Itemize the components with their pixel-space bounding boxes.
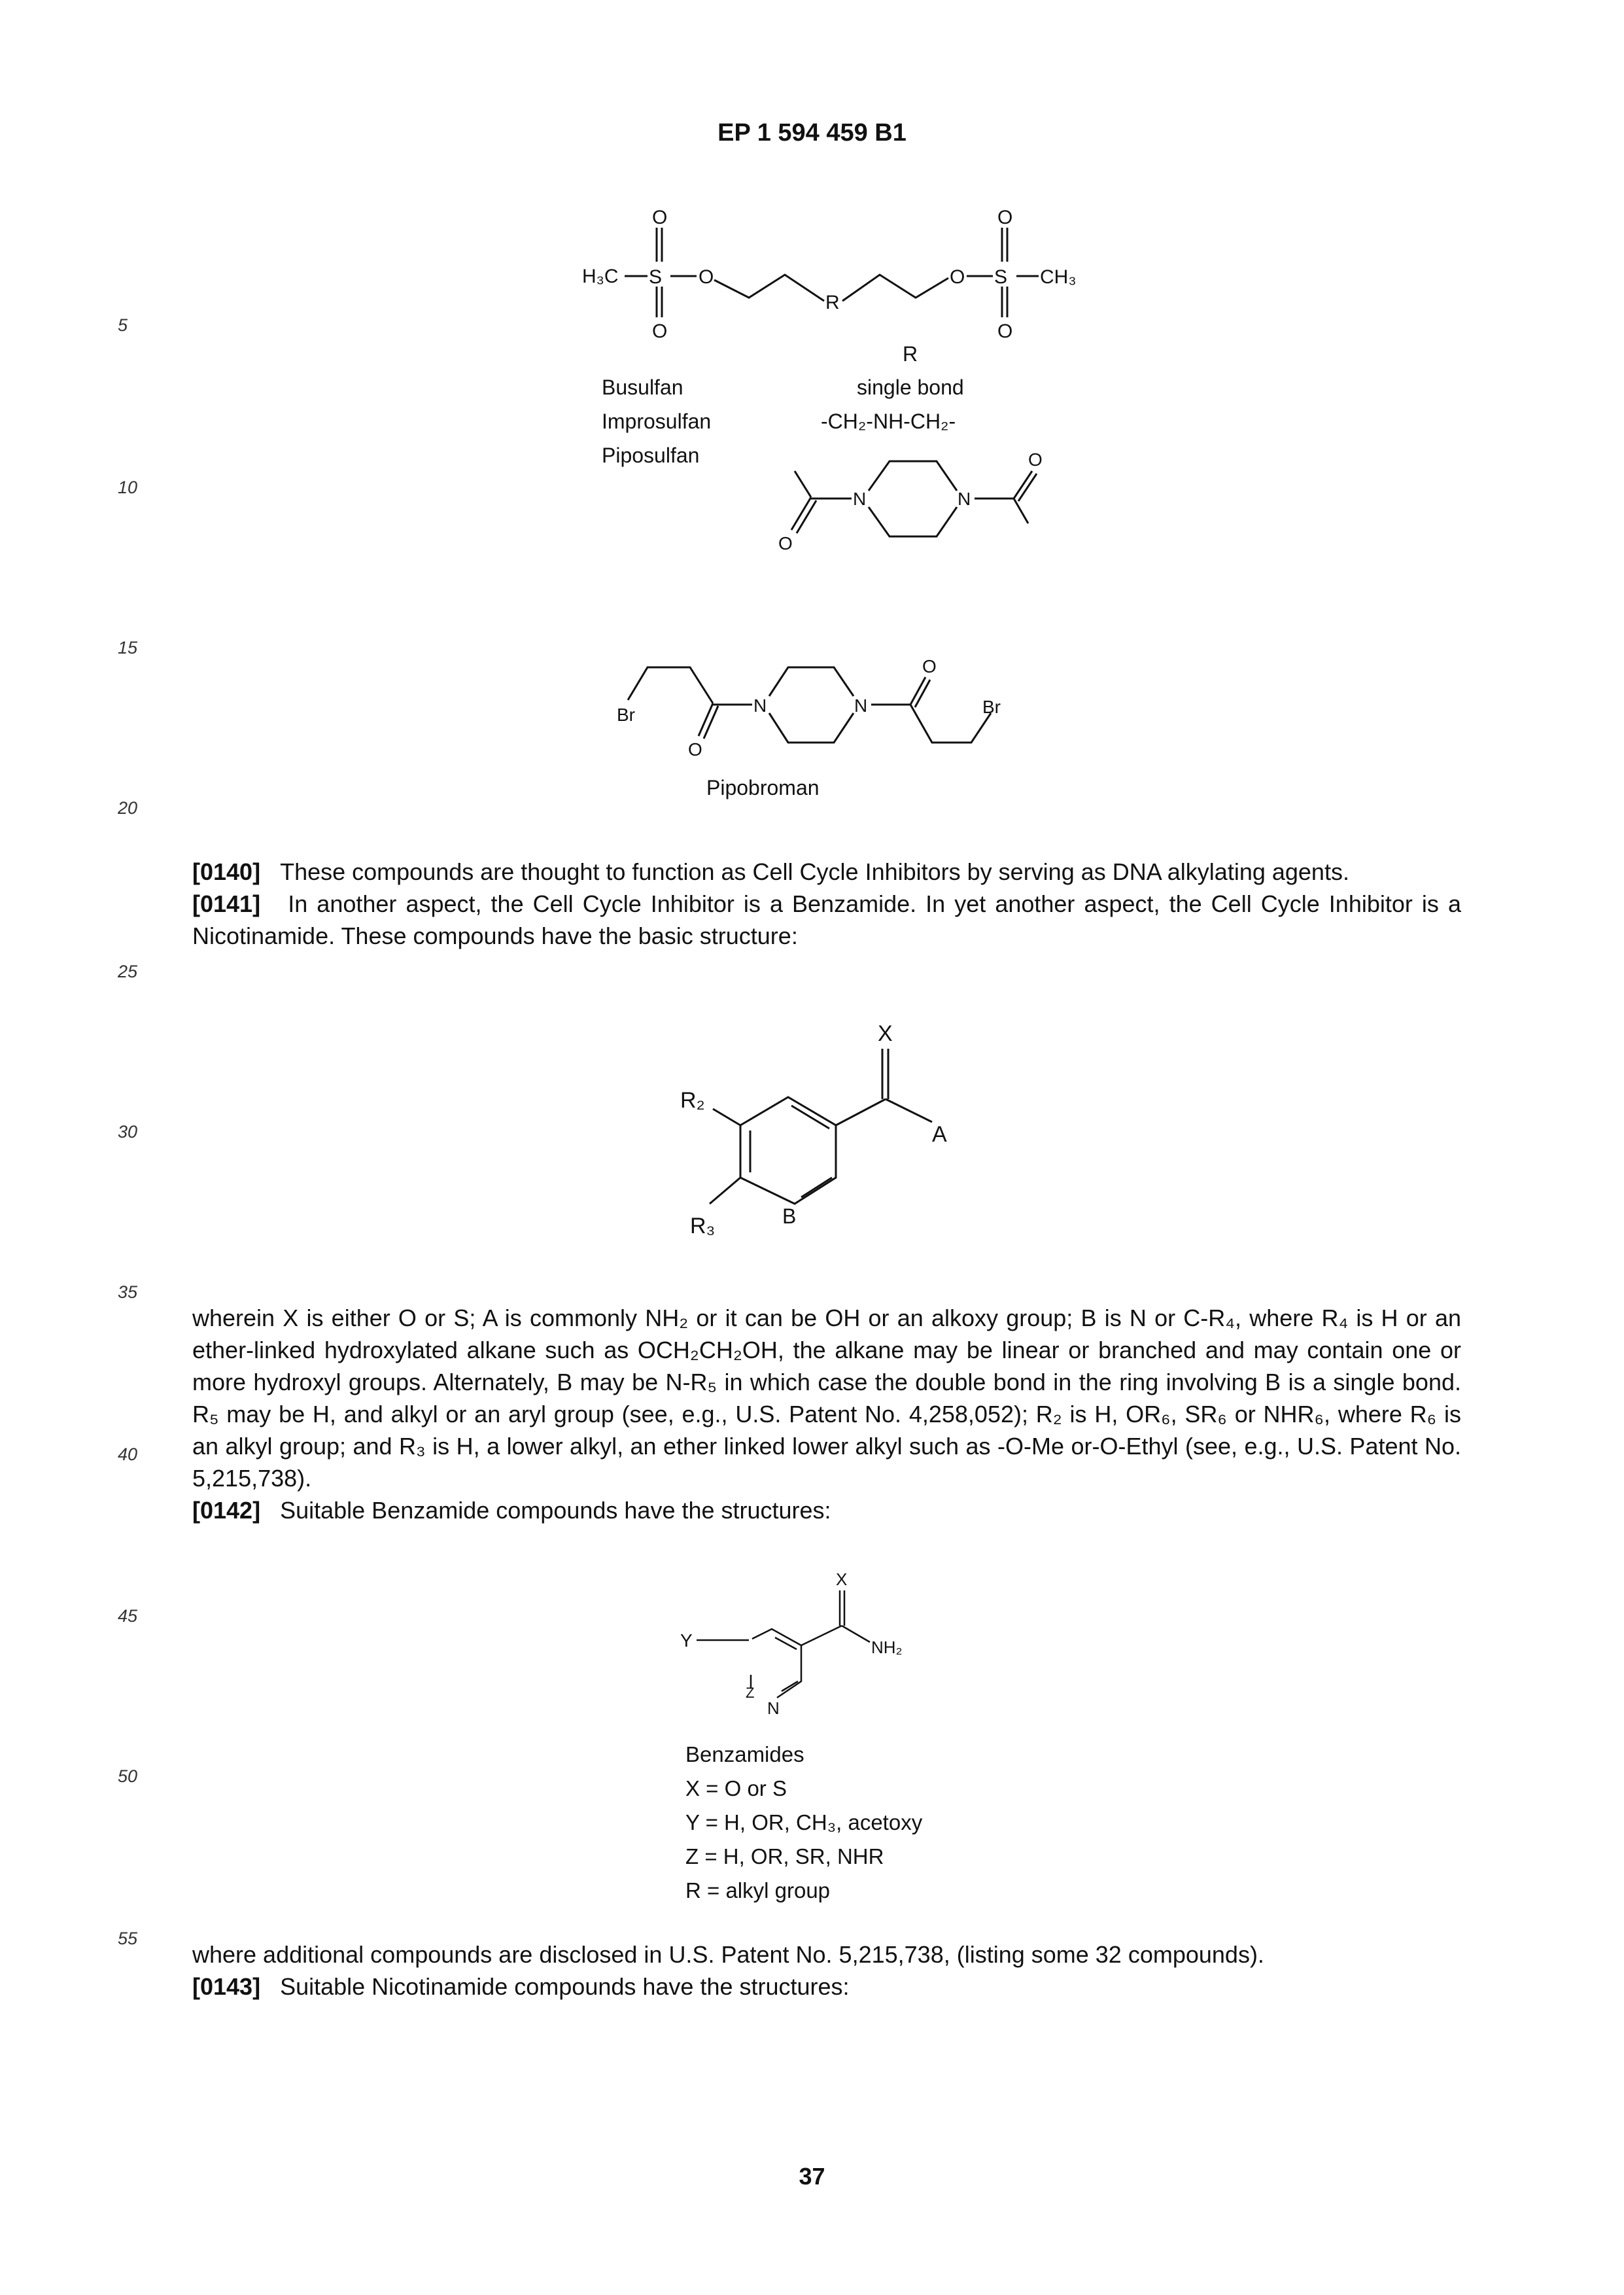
line-number: 5 [118,315,128,335]
nitrogen-label: N [958,489,971,509]
oxygen-label: O [997,321,1013,342]
r-value: -CH₂-NH-CH₂- [821,410,956,433]
line-number: 55 [118,1929,138,1948]
amine-label: NH₂ [871,1638,903,1657]
legend-line: Benzamides [685,1742,804,1766]
nitrogen-label: N [767,1698,780,1718]
compound-name: Improsulfan [602,410,712,433]
line-number: 20 [118,798,138,818]
compound-name: Busulfan [602,376,683,399]
x-label: X [836,1569,848,1589]
r-value: single bond [857,376,964,399]
paragraph-number: [0141] [192,890,261,917]
paragraph-number: [0140] [192,858,261,885]
oxygen-label: O [652,209,668,228]
legend-line: Y = H, OR, CH₃, acetoxy [685,1810,923,1834]
r-group-label: R [825,292,840,313]
oxygen-label: O [1028,449,1043,470]
where-paragraph: where additional compounds are disclosed in U.S. Patent No. 5,215,738, (listing some 32 compounds). [192,1941,1264,1968]
methyl-label-left: H₃C [582,266,619,287]
methyl-label-right: CH₃ [1040,266,1077,288]
paragraph-text: In another aspect, the Cell Cycle Inhibitor is a Benzamide. In yet another aspect, the Cell Cycle Inhibitor is a Nicotinamide. These compounds have the basic structure: [192,890,1461,949]
paragraph-0143 [192,1971,1461,2003]
paragraph-0141 [192,888,1461,952]
benzamide-structure [674,1567,961,1737]
line-number: 15 [118,638,138,657]
sulfur-label: S [994,266,1008,288]
compound-name: Pipobroman [706,776,820,799]
r2-label: R₂ [680,1088,705,1113]
legend-line: Z = H, OR, SR, NHR [685,1844,884,1868]
oxygen-label: O [922,656,937,676]
nitrogen-label: N [853,489,867,509]
wherein-paragraph: wherein X is either O or S; A is commonly NH₂ or it can be OH or an alkoxy group; B is N or C-R₄, where R₄ is H or an ether-linked hydroxylated alkane such as OCH₂CH₂OH, the alkane may be linear or branched and may contain one or more hydroxyl groups. Alternately, B may be N-R₅ in which case the double bond in the ring involving B is a single bond. R₅ may be H, and alkyl or an aryl group (see, e.g., U.S. Patent No. 4,258,052); R₂ is H, OR₆, SR₆ or NHR₆, where R₆ is an alkyl group; and R₃ is H, a lower alkyl, an ether linked lower alkyl such as -O-Me or-O-Ethyl (see, e.g., U.S. Patent No. 5,215,738). [192,1305,1461,1492]
line-number: 45 [118,1606,138,1626]
line-number: 10 [118,478,138,497]
oxygen-label: O [778,533,793,553]
paragraph-number: [0142] [192,1497,261,1524]
legend-line: R = alkyl group [685,1878,831,1902]
pipobroman-structure [602,648,1073,824]
oxygen-label: O [652,321,668,342]
document-header: EP 1 594 459 B1 [717,119,907,147]
nitrogen-label: N [854,695,868,716]
legend-line: X = O or S [685,1776,787,1800]
z-label: Z [746,1685,755,1701]
oxygen-label: O [997,209,1013,228]
sulfur-label: S [649,266,663,288]
benzamide-legend [685,1738,922,1908]
line-number: 30 [118,1122,138,1142]
paragraph-number: [0143] [192,1973,261,2000]
basic-structure [654,1017,994,1266]
paragraph-text: Suitable Benzamide compounds have the structures: [280,1497,831,1524]
r-column-header: R [903,342,918,366]
paragraph-0140 [192,856,1461,888]
y-label: Y [680,1630,693,1651]
r3-label: R₃ [690,1214,716,1238]
nitrogen-label: N [753,695,767,716]
oxygen-label: O [688,739,702,760]
x-label: X [878,1021,893,1046]
oxygen-label: O [950,266,965,288]
line-number: 50 [118,1766,138,1786]
paragraph-0142 [192,1494,1461,1526]
compound-name: Piposulfan [602,444,700,467]
line-number: 35 [118,1282,138,1302]
bromine-label: Br [617,705,635,725]
b-label: B [782,1204,797,1228]
page-number: 37 [799,2163,825,2190]
paragraph-text: These compounds are thought to function as Cell Cycle Inhibitors by serving as DNA alkylating agents. [280,858,1349,885]
sulfonate-structure [562,209,1125,576]
oxygen-label: O [699,266,714,288]
a-label: A [932,1122,947,1147]
paragraph-text: Suitable Nicotinamide compounds have the structures: [280,1973,850,2000]
bromine-label: Br [982,697,1001,717]
line-number: 40 [118,1445,138,1464]
line-number: 25 [118,962,138,981]
